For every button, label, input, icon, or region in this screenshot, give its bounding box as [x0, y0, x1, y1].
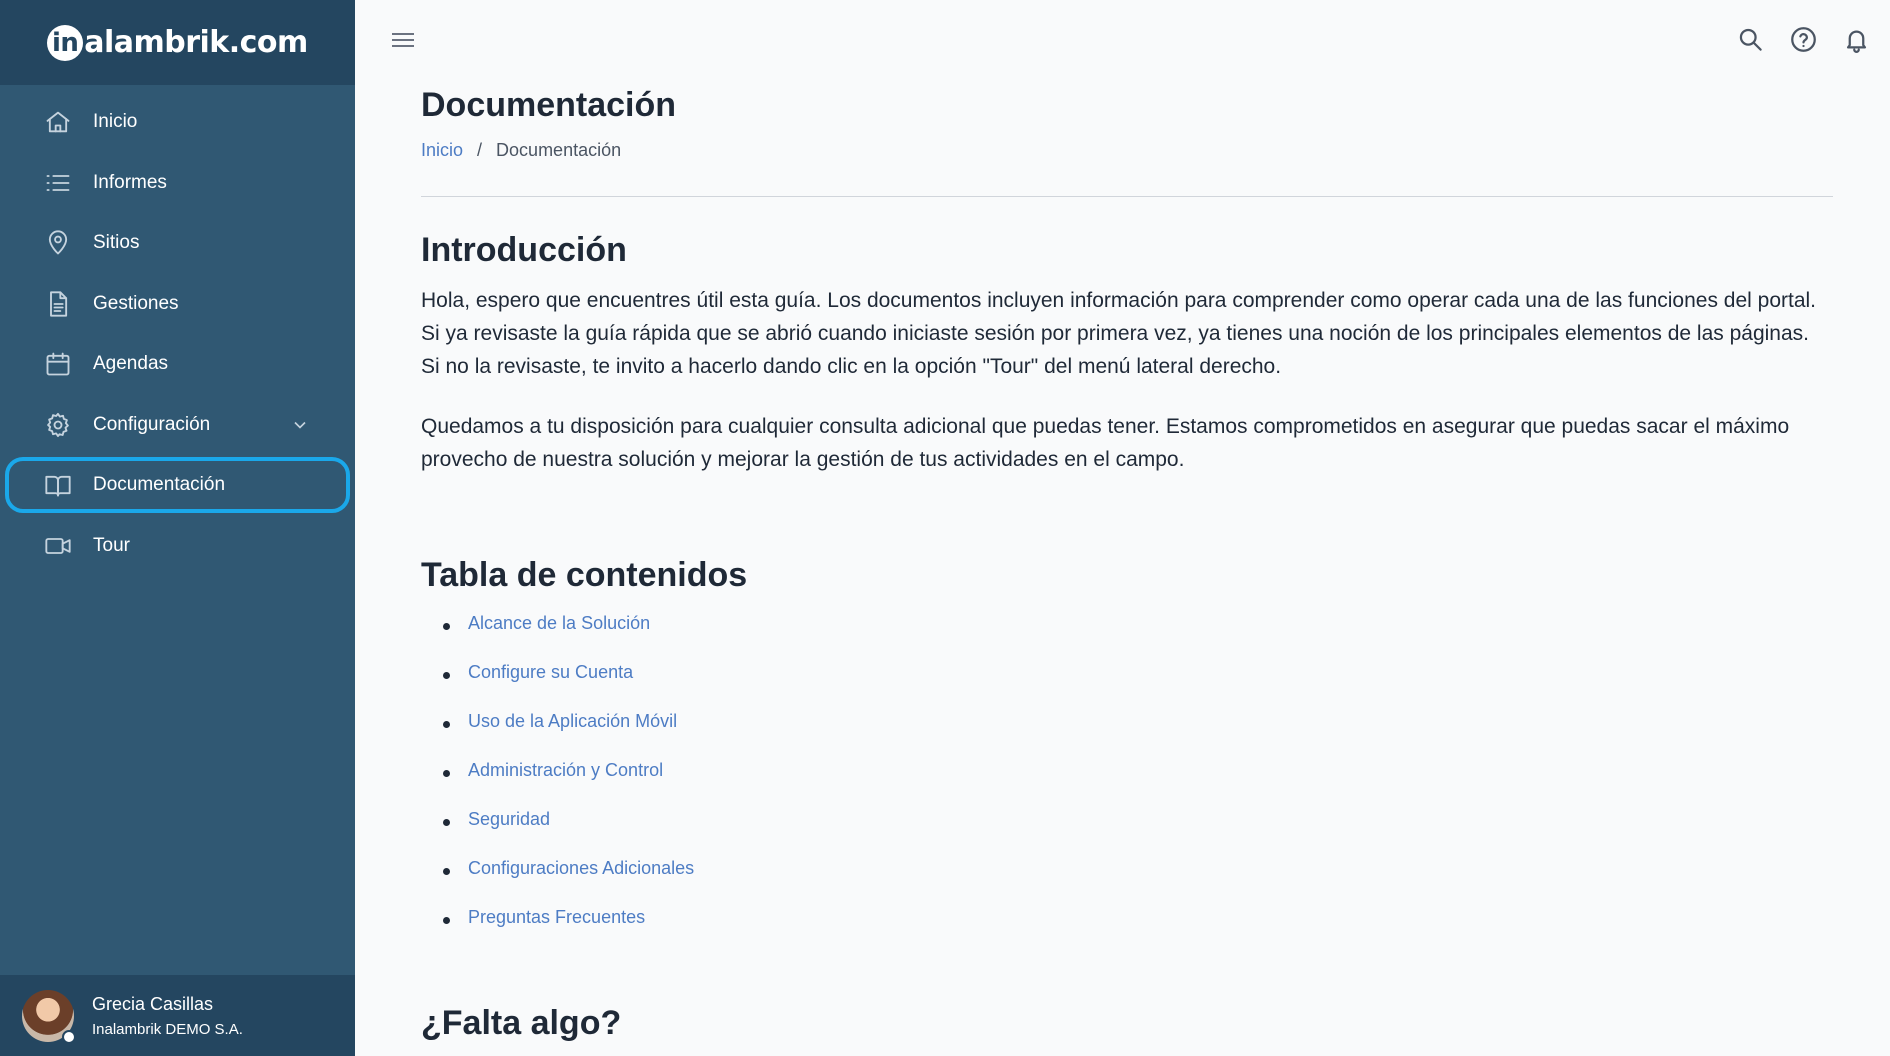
toc-link-alcance[interactable]: Alcance de la Solución [468, 613, 651, 633]
user-name: Grecia Casillas [92, 993, 214, 1014]
toc-link-preguntas-frecuentes[interactable]: Preguntas Frecuentes [468, 907, 646, 927]
book-icon [43, 470, 73, 500]
topbar-actions [1737, 26, 1870, 53]
intro-paragraph-2: Quedamos a tu disposición para cualquier consulta adicional que puedas tener. Estamos comprometidos en asegurar que puedas sacar el máximo provecho de nuestra solución y mejorar la gestión de tus actividades en el campo. [421, 415, 1790, 471]
user-profile[interactable] [0, 975, 355, 1056]
toc-heading: Tabla de contenidos [421, 556, 748, 594]
breadcrumb-current: Documentación [496, 140, 622, 160]
document-icon [43, 289, 73, 319]
missing-heading: ¿Falta algo? [421, 1004, 622, 1042]
sidebar-item-label: Configuración [93, 413, 211, 435]
calendar-icon [43, 349, 73, 379]
home-icon [43, 107, 73, 137]
sidebar-item-sitios[interactable] [5, 215, 350, 271]
sidebar-item-label: Inicio [93, 111, 138, 132]
page-title: Documentación [421, 86, 677, 124]
list-item [421, 662, 694, 711]
online-status-indicator [62, 1030, 76, 1044]
list-item [421, 809, 694, 858]
table-of-contents [421, 613, 694, 956]
toc-link-configuraciones-adicionales[interactable]: Configuraciones Adicionales [468, 858, 695, 878]
list-item [421, 760, 694, 809]
map-pin-icon [43, 228, 73, 258]
bell-icon[interactable] [1843, 26, 1870, 53]
menu-icon[interactable] [389, 28, 417, 52]
sidebar-item-agendas[interactable] [5, 336, 350, 392]
video-icon [43, 531, 73, 561]
list-icon [43, 168, 73, 198]
sidebar-item-documentacion[interactable] [5, 457, 350, 513]
sidebar-item-informes[interactable] [5, 155, 350, 211]
avatar [22, 990, 74, 1042]
gear-icon [43, 410, 73, 440]
brand-bar [0, 0, 355, 85]
toc-link-administracion[interactable]: Administración y Control [468, 760, 664, 780]
sidebar-item-label: Agendas [93, 353, 169, 374]
divider [421, 196, 1833, 197]
sidebar-item-gestiones[interactable] [5, 276, 350, 332]
intro-heading: Introducción [421, 231, 627, 269]
sidebar-item-label: Gestiones [93, 292, 179, 314]
chevron-down-icon[interactable] [290, 415, 310, 440]
logo-text: alambrik.com [84, 25, 308, 60]
list-item [421, 711, 694, 760]
sidebar-item-label: Documentación [93, 474, 226, 495]
sidebar-item-label: Sitios [93, 232, 140, 253]
search-icon[interactable] [1737, 26, 1764, 53]
sidebar-item-label: Informes [93, 171, 167, 193]
sidebar-nav [0, 85, 355, 574]
toc-link-configure-cuenta[interactable]: Configure su Cuenta [468, 662, 634, 682]
sidebar-item-label: Tour [93, 534, 130, 556]
list-item [421, 858, 694, 907]
logo-mark: in [47, 25, 83, 61]
sidebar-item-configuracion[interactable] [5, 397, 350, 453]
intro-paragraph-1: Hola, espero que encuentres útil esta guía. Los documentos incluyen información para comprender como operar cada una de las funciones del portal. Si ya revisaste la guía rápida que se abrió cuando iniciaste sesión por primera vez, ya tienes una noción de los principales elementos de las páginas. Si no la revisaste, te invito a hacerlo dando clic en la opción "Tour" del menú lateral derecho. [421, 289, 1817, 378]
list-item [421, 613, 694, 662]
breadcrumb-separator: / [477, 140, 483, 160]
sidebar [0, 0, 355, 1056]
breadcrumb [421, 140, 621, 161]
toc-link-app-movil[interactable]: Uso de la Aplicación Móvil [468, 711, 678, 731]
toc-link-seguridad[interactable]: Seguridad [468, 809, 551, 829]
logo[interactable] [47, 25, 308, 61]
user-company: Inalambrik DEMO S.A. [92, 1020, 243, 1038]
breadcrumb-home-link[interactable]: Inicio [421, 140, 464, 160]
sidebar-item-inicio[interactable] [5, 94, 350, 150]
sidebar-item-tour[interactable] [5, 518, 350, 574]
help-icon[interactable] [1790, 26, 1817, 53]
list-item [421, 907, 694, 956]
